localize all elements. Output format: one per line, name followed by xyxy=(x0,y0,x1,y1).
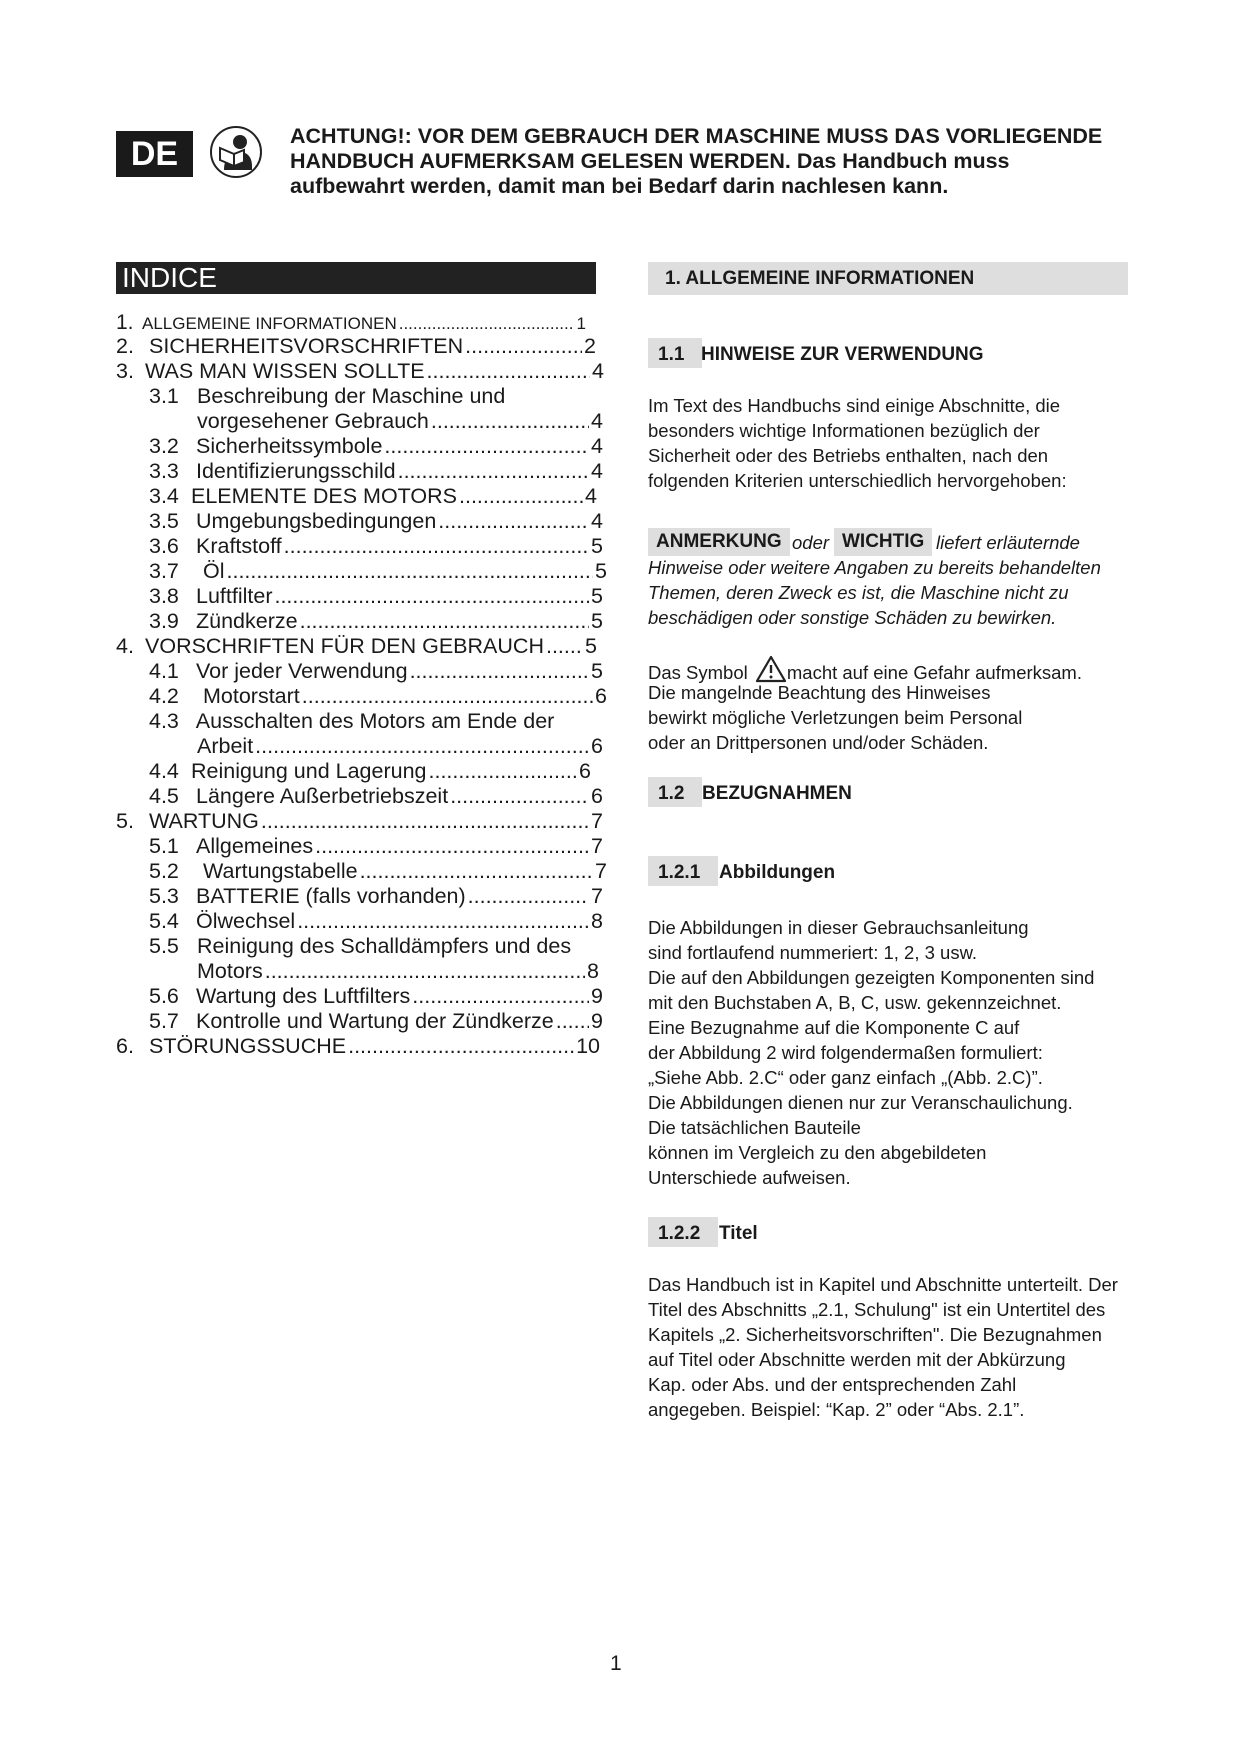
toc-number: 3.2 xyxy=(149,434,179,458)
toc-entry[interactable] xyxy=(149,859,607,884)
toc-entry[interactable] xyxy=(116,359,604,384)
toc-label: Kraftstoff xyxy=(196,534,282,558)
toc-page: 4 xyxy=(591,509,603,533)
toc-number: 4. xyxy=(116,634,134,658)
text-line: Die Abbildungen dienen nur zur Veranschaulichung. xyxy=(648,1092,1073,1113)
text-line: Themen, deren Zweck es ist, die Maschine nicht zu xyxy=(648,582,1069,603)
toc-label: BATTERIE (falls vorhanden) xyxy=(196,884,466,908)
toc-label: Vor jeder Verwendung xyxy=(196,659,408,683)
text-line: Im Text des Handbuchs sind einige Abschnitte, die xyxy=(648,395,1061,416)
toc-entry[interactable] xyxy=(149,609,603,634)
toc-page: 4 xyxy=(591,409,603,433)
text-line: bewirkt mögliche Verletzungen beim Personal xyxy=(648,707,1023,728)
toc-page: 6 xyxy=(595,684,607,708)
toc-entry[interactable] xyxy=(149,759,591,784)
wichtig-tag: WICHTIG xyxy=(834,528,932,556)
toc-label: Allgemeines xyxy=(196,834,314,858)
toc-number: 4.2 xyxy=(149,684,179,708)
toc-entry[interactable] xyxy=(149,459,603,484)
toc-label: WAS MAN WISSEN SOLLTE xyxy=(145,359,425,383)
toc-page: 7 xyxy=(591,834,603,858)
toc-number: 4.5 xyxy=(149,784,179,808)
toc-number: 3.5 xyxy=(149,509,179,533)
toc-label: Motorstart xyxy=(203,684,300,708)
warning-triangle-icon xyxy=(755,655,787,683)
toc-label: Längere Außerbetriebszeit xyxy=(196,784,449,808)
text-line: können im Vergleich zu den abgebildeten xyxy=(648,1142,987,1163)
text-line: Eine Bezugnahme auf die Komponente C auf xyxy=(648,1017,1020,1038)
text-line: Kapitels „2. Sicherheitsvorschriften". Die Bezugnahmen xyxy=(648,1324,1102,1345)
toc-page: 8 xyxy=(587,959,599,983)
oder-text: oder xyxy=(792,532,830,553)
toc-page: 5 xyxy=(591,659,603,683)
subsection-title: HINWEISE ZUR VERWENDUNG xyxy=(701,344,984,365)
text-fragment: Das Symbol xyxy=(648,662,748,683)
toc-page: 4 xyxy=(585,484,597,508)
toc-number: 3.6 xyxy=(149,534,179,558)
toc-entry[interactable] xyxy=(149,684,607,709)
paragraph-symbol xyxy=(648,680,1022,755)
text-line: oder an Drittpersonen und/oder Schäden. xyxy=(648,732,989,753)
section-title: 1. ALLGEMEINE INFORMATIONEN xyxy=(665,268,975,289)
toc-label: Sicherheitssymbole xyxy=(196,434,383,458)
toc-label: Beschreibung der Maschine und xyxy=(196,384,506,408)
subsection-number: 1.1 xyxy=(658,344,685,365)
toc-label: vorgesehener Gebrauch xyxy=(197,409,429,433)
text-line: auf Titel oder Abschnitte werden mit der Abkürzung xyxy=(648,1349,1066,1370)
toc-entry[interactable] xyxy=(149,784,603,809)
text-fragment: macht auf eine Gefahr aufmerksam. xyxy=(786,662,1082,683)
toc-page: 4 xyxy=(591,434,603,458)
toc-label: Reinigung des Schalldämpfers und des xyxy=(196,934,572,958)
text-line: besonders wichtige Informationen bezüglich der xyxy=(648,420,1040,441)
toc-number: 2. xyxy=(116,334,134,358)
toc-page: 9 xyxy=(591,984,603,1008)
toc-label: Öl xyxy=(203,559,225,583)
text-line: Hinweise oder weitere Angaben zu bereits behandelten xyxy=(648,557,1101,578)
text-line: „Siehe Abb. 2.C“ oder ganz einfach „(Abb. 2.C)”. xyxy=(648,1067,1043,1088)
toc-page: 5 xyxy=(591,584,603,608)
toc-label: Identifizierungsschild xyxy=(196,459,396,483)
read-manual-icon xyxy=(210,126,262,178)
subsection-number: 1.2.1 xyxy=(658,862,701,883)
toc-number: 5.5 xyxy=(149,934,179,958)
paragraph-abbildungen xyxy=(648,915,1094,1190)
toc-number: 3.4 xyxy=(149,484,179,508)
toc-label: WARTUNG xyxy=(149,809,259,833)
toc-label: Kontrolle und Wartung der Zündkerze xyxy=(196,1009,554,1033)
toc-entry[interactable] xyxy=(149,584,603,609)
toc-entry[interactable] xyxy=(197,959,599,984)
text-line: Das Handbuch ist in Kapitel und Abschnitte unterteilt. Der xyxy=(648,1274,1118,1295)
subsection-title: Abbildungen xyxy=(719,862,836,883)
toc-entry[interactable] xyxy=(149,384,599,409)
subsection-number: 1.2 xyxy=(658,783,685,804)
text-line: angegeben. Beispiel: “Kap. 2” oder “Abs. 2.1”. xyxy=(648,1399,1025,1420)
toc-entry[interactable] xyxy=(149,909,603,934)
toc-page: 10 xyxy=(576,1034,600,1058)
text-line: folgenden Kriterien unterschiedlich hervorgehoben: xyxy=(648,470,1067,491)
toc-label: Ölwechsel xyxy=(196,909,296,933)
toc-page: 7 xyxy=(595,859,607,883)
text-line: beschädigen oder sonstige Schäden zu bewirken. xyxy=(648,607,1057,628)
toc-entry[interactable] xyxy=(116,809,603,834)
toc-number: 1. xyxy=(116,311,134,334)
toc-label: Umgebungsbedingungen xyxy=(196,509,437,533)
toc-entry[interactable] xyxy=(149,659,603,684)
toc-number: 5.2 xyxy=(149,859,179,883)
toc-number: 4.3 xyxy=(149,709,179,733)
text-line: Die auf den Abbildungen gezeigten Komponenten sind xyxy=(648,967,1095,988)
toc-entry[interactable] xyxy=(149,884,603,909)
warning-line: HANDBUCH AUFMERKSAM GELESEN WERDEN. Das Handbuch muss xyxy=(290,149,1010,173)
toc-number: 3.1 xyxy=(149,384,179,408)
toc-entry[interactable] xyxy=(116,634,597,659)
toc-entry[interactable] xyxy=(149,534,603,559)
toc-entry[interactable] xyxy=(149,484,597,509)
text-line: Sicherheit oder des Betriebs enthalten, nach den xyxy=(648,445,1049,466)
toc-entry[interactable] xyxy=(197,409,603,434)
toc-label: SICHERHEITSVORSCHRIFTEN xyxy=(149,334,464,358)
text-line: Titel des Abschnitts „2.1, Schulung" ist ein Untertitel des xyxy=(648,1299,1106,1320)
paragraph-notes xyxy=(648,555,1101,630)
text-line: sind fortlaufend nummeriert: 1, 2, 3 usw. xyxy=(648,942,978,963)
toc-label: Wartungstabelle xyxy=(203,859,358,883)
toc-page: 6 xyxy=(591,784,603,808)
toc-page: 7 xyxy=(591,884,603,908)
toc-page: 5 xyxy=(595,559,607,583)
toc-label: ALLGEMEINE INFORMATIONEN xyxy=(142,314,397,333)
paragraph-titel xyxy=(648,1272,1118,1422)
toc-label: Luftfilter xyxy=(196,584,273,608)
toc-entry[interactable] xyxy=(149,934,609,959)
subsection-title: BEZUGNAHMEN xyxy=(702,783,852,804)
toc-entry[interactable] xyxy=(197,734,603,759)
toc-number: 4.1 xyxy=(149,659,179,683)
warning-line: aufbewahrt werden, damit man bei Bedarf darin nachlesen kann. xyxy=(290,174,949,198)
subsection-title: Titel xyxy=(719,1223,758,1244)
toc-number: 3.8 xyxy=(149,584,179,608)
toc-number: 3.3 xyxy=(149,459,179,483)
toc-number: 5.3 xyxy=(149,884,179,908)
toc-page: 4 xyxy=(592,359,604,383)
subsection-number: 1.2.2 xyxy=(658,1223,701,1244)
toc-entry[interactable] xyxy=(149,559,607,584)
toc-page: 7 xyxy=(591,809,603,833)
toc-page: 8 xyxy=(591,909,603,933)
toc-page: 5 xyxy=(591,534,603,558)
toc-number: 6. xyxy=(116,1034,134,1058)
toc-label: Zündkerze xyxy=(196,609,298,633)
toc-number: 5. xyxy=(116,809,134,833)
page-number: 1 xyxy=(610,1652,622,1675)
toc-entry[interactable] xyxy=(149,834,603,859)
text-line: Die Abbildungen in dieser Gebrauchsanleitung xyxy=(648,917,1029,938)
toc-page: 5 xyxy=(591,609,603,633)
text-line: liefert erläuternde xyxy=(936,532,1080,553)
toc-entry[interactable] xyxy=(149,509,603,534)
toc-number: 5.4 xyxy=(149,909,179,933)
toc-entry[interactable] xyxy=(149,434,603,459)
text-line: der Abbildung 2 wird folgendermaßen formuliert: xyxy=(648,1042,1043,1063)
toc-number: 3. xyxy=(116,359,134,383)
toc-label: Wartung des Luftfilters xyxy=(196,984,411,1008)
toc-entry[interactable] xyxy=(116,1034,600,1059)
toc-entry[interactable] xyxy=(116,334,596,359)
toc-entry[interactable] xyxy=(149,709,599,734)
toc-page: 9 xyxy=(591,1009,603,1033)
toc-number: 3.9 xyxy=(149,609,179,633)
toc-page: 6 xyxy=(579,759,591,783)
toc-number: 4.4 xyxy=(149,759,179,783)
text-line: Kap. oder Abs. und der entsprechenden Zahl xyxy=(648,1374,1017,1395)
toc-entry[interactable] xyxy=(149,1009,603,1034)
index-title: INDICE xyxy=(116,262,596,294)
text-line: mit den Buchstaben A, B, C, usw. gekennzeichnet. xyxy=(648,992,1062,1013)
toc-entry[interactable] xyxy=(149,984,603,1009)
toc-label: Motors xyxy=(197,959,263,983)
text-line: Die tatsächlichen Bauteile xyxy=(648,1117,861,1138)
toc-label: Ausschalten des Motors am Ende der xyxy=(195,709,555,733)
warning-line: ACHTUNG!: VOR DEM GEBRAUCH DER MASCHINE MUSS DAS VORLIEGENDE xyxy=(290,124,1103,148)
toc-label: Arbeit xyxy=(197,734,254,758)
toc-page: 4 xyxy=(591,459,603,483)
toc-entry[interactable] xyxy=(116,310,586,335)
toc-page: 6 xyxy=(591,734,603,758)
toc-page: 2 xyxy=(584,334,596,358)
toc-number: 5.6 xyxy=(149,984,179,1008)
toc-label: Reinigung und Lagerung xyxy=(191,759,427,783)
toc-label: VORSCHRIFTEN FÜR DEN GEBRAUCH xyxy=(145,634,544,658)
toc-number: 5.7 xyxy=(149,1009,179,1033)
toc-label: ELEMENTE DES MOTORS xyxy=(191,484,458,508)
text-line: Unterschiede aufweisen. xyxy=(648,1167,851,1188)
anmerkung-tag: ANMERKUNG xyxy=(648,528,790,556)
language-badge: DE xyxy=(116,131,193,177)
paragraph-hinweise xyxy=(648,393,1067,493)
toc-label: STÖRUNGSSUCHE xyxy=(149,1034,347,1058)
toc-number: 5.1 xyxy=(149,834,179,858)
toc-number: 3.7 xyxy=(149,559,179,583)
text-line: Die mangelnde Beachtung des Hinweises xyxy=(648,682,991,703)
toc-page: 1 xyxy=(576,314,586,333)
warning-notice xyxy=(290,124,1150,199)
toc-page: 5 xyxy=(585,634,597,658)
